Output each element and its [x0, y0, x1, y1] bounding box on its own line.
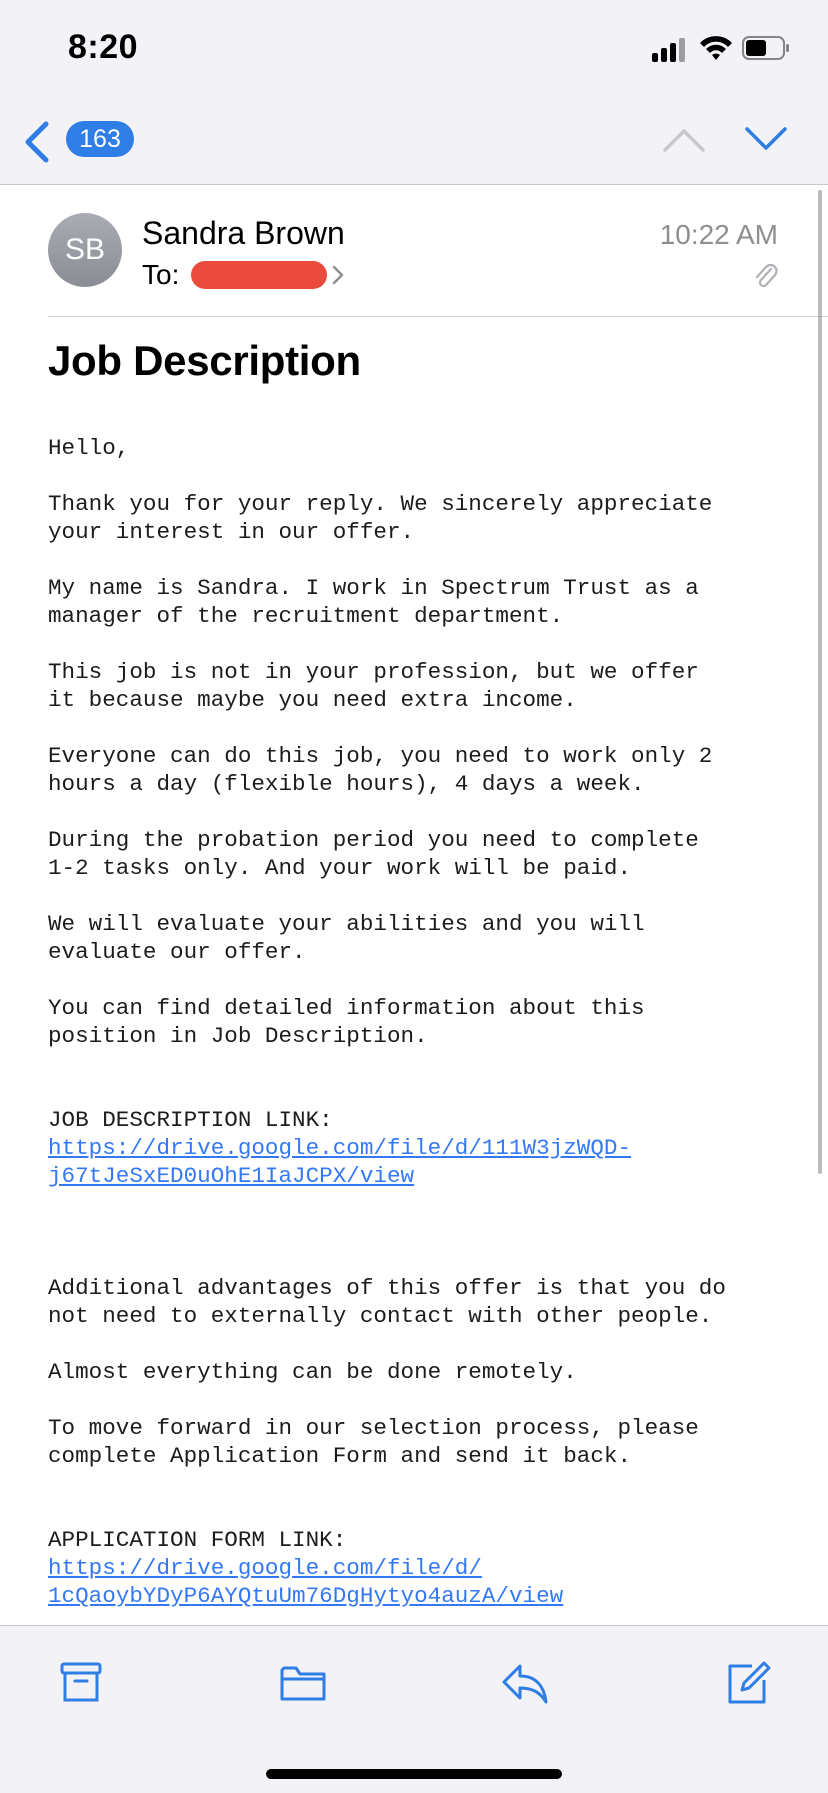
to-label: To: — [142, 259, 180, 290]
compose-icon[interactable] — [722, 1658, 772, 1708]
message-subject: Job Description — [48, 337, 361, 384]
status-bar — [0, 0, 828, 100]
unread-count-badge[interactable]: 163 — [66, 121, 134, 157]
chevron-right-icon — [331, 263, 345, 287]
body-paragraph: You can find detailed information about this position in Job Description. — [48, 995, 645, 1049]
job-description-link[interactable]: https://drive.google.com/file/d/111W3jzWQD- j67tJeSxED0uOhE1IaJCPX/view — [48, 1135, 632, 1189]
folder-icon[interactable] — [278, 1658, 328, 1708]
body-paragraph: This job is not in your profession, but we offer it because maybe you need extra income. — [48, 659, 699, 713]
body-paragraph: Hello, — [48, 435, 130, 461]
mail-nav-bar — [0, 100, 828, 185]
sender-name[interactable]: Sandra Brown — [142, 215, 345, 251]
redacted-recipient — [191, 261, 327, 289]
reply-icon[interactable] — [500, 1658, 550, 1708]
body-paragraph: We will evaluate your abilities and you will evaluate our offer. — [48, 911, 645, 965]
body-paragraph: Additional advantages of this offer is that you do not need to externally contact with other people. — [48, 1275, 726, 1329]
application-link-label: APPLICATION FORM LINK: — [48, 1527, 347, 1553]
home-indicator[interactable] — [266, 1769, 562, 1779]
down-arrow-icon[interactable] — [744, 124, 788, 154]
attachment-icon — [752, 259, 778, 289]
up-arrow-icon[interactable] — [662, 124, 706, 154]
recipient-row[interactable] — [142, 259, 345, 291]
body-paragraph: Everyone can do this job, you need to work only 2 hours a day (flexible hours), 4 days a week. — [48, 743, 713, 797]
battery-icon — [742, 36, 790, 60]
body-paragraph: During the probation period you need to complete 1-2 tasks only. And your work will be paid. — [48, 827, 699, 881]
avatar[interactable]: SB — [48, 213, 122, 287]
job-link-label: JOB DESCRIPTION LINK: — [48, 1107, 333, 1133]
scrollbar[interactable] — [818, 190, 822, 1174]
message-header — [0, 185, 828, 317]
back-chevron-icon[interactable] — [22, 120, 52, 164]
signal-icon — [652, 36, 690, 62]
header-divider — [48, 316, 828, 317]
status-time: 8:20 — [68, 28, 139, 66]
body-paragraph: My name is Sandra. I work in Spectrum Trust as a manager of the recruitment department. — [48, 575, 699, 629]
archive-icon[interactable] — [56, 1658, 106, 1708]
wifi-icon — [698, 34, 734, 62]
message-time: 10:22 AM — [659, 219, 778, 250]
body-paragraph: Almost everything can be done remotely. — [48, 1359, 577, 1385]
bottom-toolbar — [0, 1625, 828, 1793]
body-paragraph: Thank you for your reply. We sincerely appreciate your interest in our offer. — [48, 491, 713, 545]
body-paragraph: To move forward in our selection process, please complete Application Form and send it back. — [48, 1415, 699, 1469]
message-body — [48, 434, 798, 1610]
application-form-link[interactable]: https://drive.google.com/file/d/ 1cQaoybYDyP6AYQtuUm76DgHytyo4auzA/view — [48, 1555, 564, 1609]
